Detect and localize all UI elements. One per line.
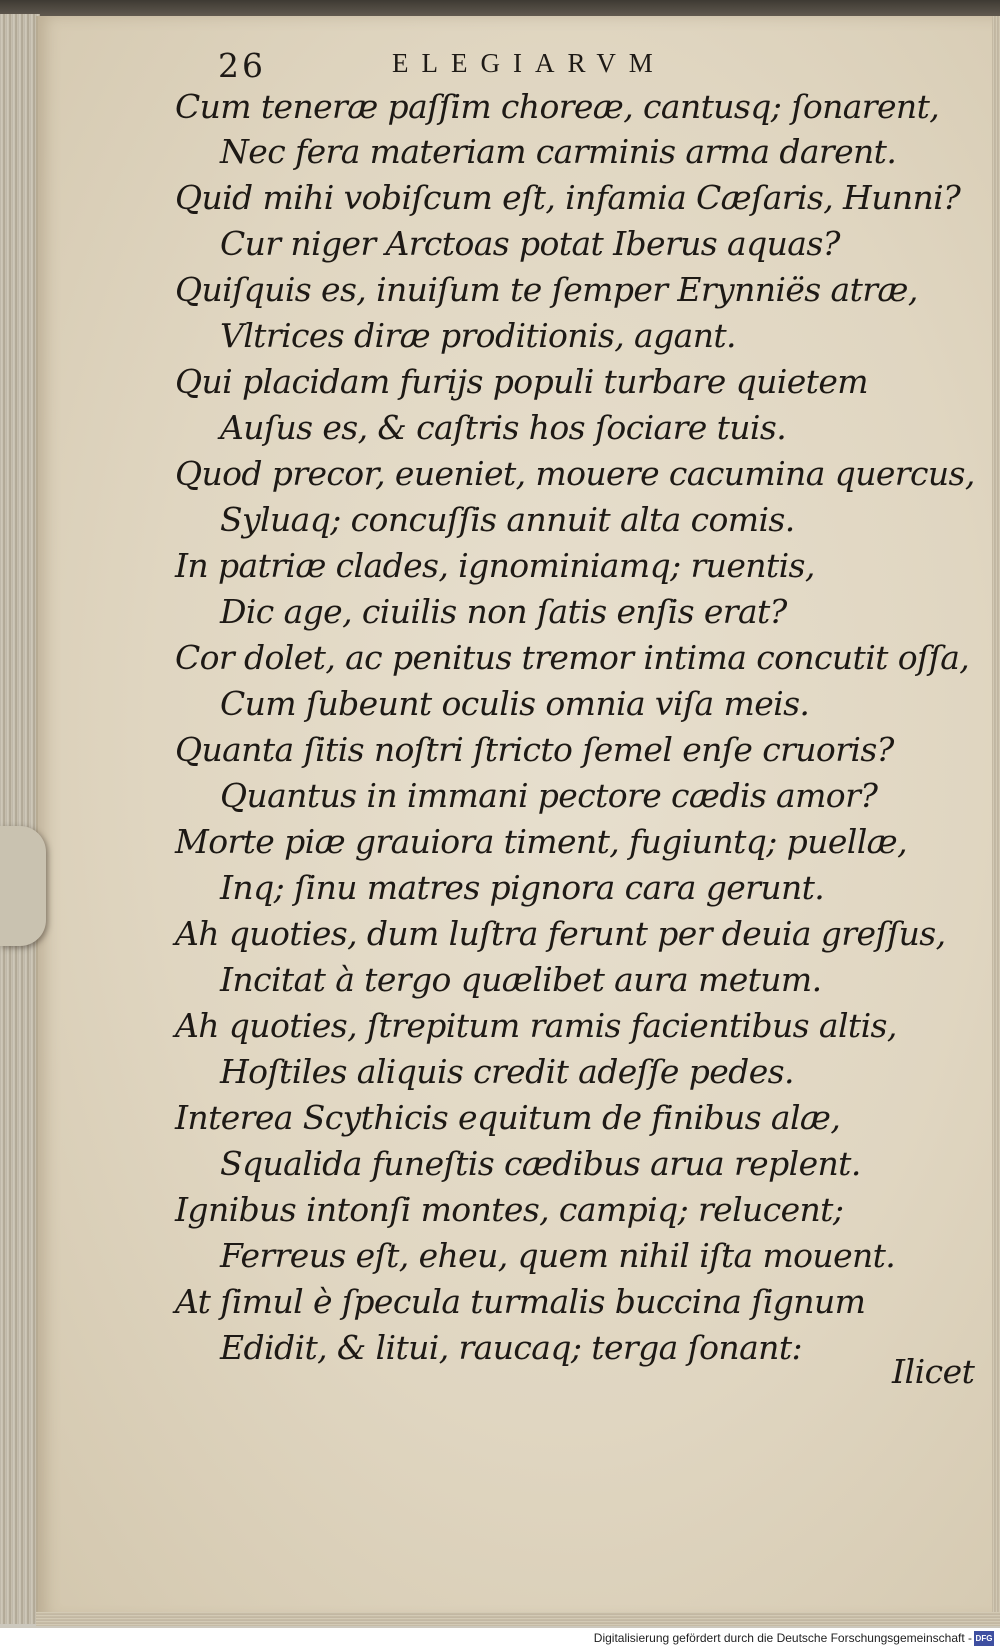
verse-line: Hoſtiles aliquis credit adeſſe pedes. xyxy=(220,1052,794,1091)
verse-line: Dic age, ciuilis non ſatis enſis erat? xyxy=(220,592,787,631)
verse-line: Ferreus eſt, eheu, quem nihil iſta mouent. xyxy=(220,1236,896,1275)
verse-line: Nec fera materiam carminis arma darent. xyxy=(220,132,897,171)
catchword: Ilicet xyxy=(892,1352,975,1391)
verse-line: Quid mihi vobiſcum eſt, infamia Cæſaris, Hunni? xyxy=(175,178,961,217)
verse-line: Cum teneræ paſſim choreæ, cantusq; ſonarent, xyxy=(175,87,940,126)
funding-credit: Digitalisierung gefördert durch die Deutsche Forschungsgemeinschaft - xyxy=(593,1631,972,1645)
book-left-page-edges xyxy=(0,14,40,1624)
verse-line: Edidit, & litui, raucaq; terga ſonant: xyxy=(220,1328,802,1367)
book-right-page-edges xyxy=(992,16,1000,1620)
verse-line: Inq; ſinu matres pignora cara gerunt. xyxy=(220,868,825,907)
verse-line: Squalida funeſtis cædibus arua replent. xyxy=(220,1144,861,1183)
dfg-logo-icon: DFG xyxy=(974,1631,994,1646)
poem-text xyxy=(38,16,1000,1416)
digitization-footer xyxy=(0,1628,1000,1650)
verse-line: Cor dolet, ac penitus tremor intima concutit oſſa, xyxy=(175,638,970,677)
verse-line: Syluaq; concuſſis annuit alta comis. xyxy=(220,500,795,539)
verse-line: In patriæ clades, ignominiamq; ruentis, xyxy=(175,546,815,585)
verse-line: Quod precor, eueniet, mouere cacumina quercus, xyxy=(175,454,975,493)
page-number: 26 xyxy=(218,46,266,85)
verse-line: Morte piæ grauiora timent, fugiuntq; puellæ, xyxy=(175,822,907,861)
verse-line: Quiſquis es, inuiſum te ſemper Erynniës atræ, xyxy=(175,270,918,309)
verse-line: Cum ſubeunt oculis omnia viſa meis. xyxy=(220,684,810,723)
verse-line: Ah quoties, dum luſtra ferunt per deuia greſſus, xyxy=(175,914,946,953)
book-page xyxy=(36,16,1000,1620)
verse-line: Incitat à tergo quælibet aura metum. xyxy=(220,960,822,999)
book-bottom-page-edges xyxy=(36,1612,1000,1626)
verse-line: Interea Scythicis equitum de finibus alæ, xyxy=(175,1098,841,1137)
verse-line: Auſus es, & caſtris hos ſociare tuis. xyxy=(220,408,787,447)
verse-line: Cur niger Arctoas potat Iberus aquas? xyxy=(220,224,840,263)
verse-line: Quanta ſitis noſtri ſtricto ſemel enſe cruoris? xyxy=(175,730,894,769)
verse-line: Quantus in immani pectore cædis amor? xyxy=(220,776,878,815)
verse-line: Vltrices diræ proditionis, agant. xyxy=(220,316,736,355)
running-head: ELEGIARVM xyxy=(392,48,666,78)
page-clip-tab xyxy=(0,826,46,946)
verse-line: Ignibus intonſi montes, campiq; relucent; xyxy=(175,1190,844,1229)
verse-line: Qui placidam furijs populi turbare quietem xyxy=(175,362,868,401)
verse-line: Ah quoties, ſtrepitum ramis facientibus altis, xyxy=(175,1006,897,1045)
verse-line: At ſimul è ſpecula turmalis buccina ſignum xyxy=(175,1282,866,1321)
